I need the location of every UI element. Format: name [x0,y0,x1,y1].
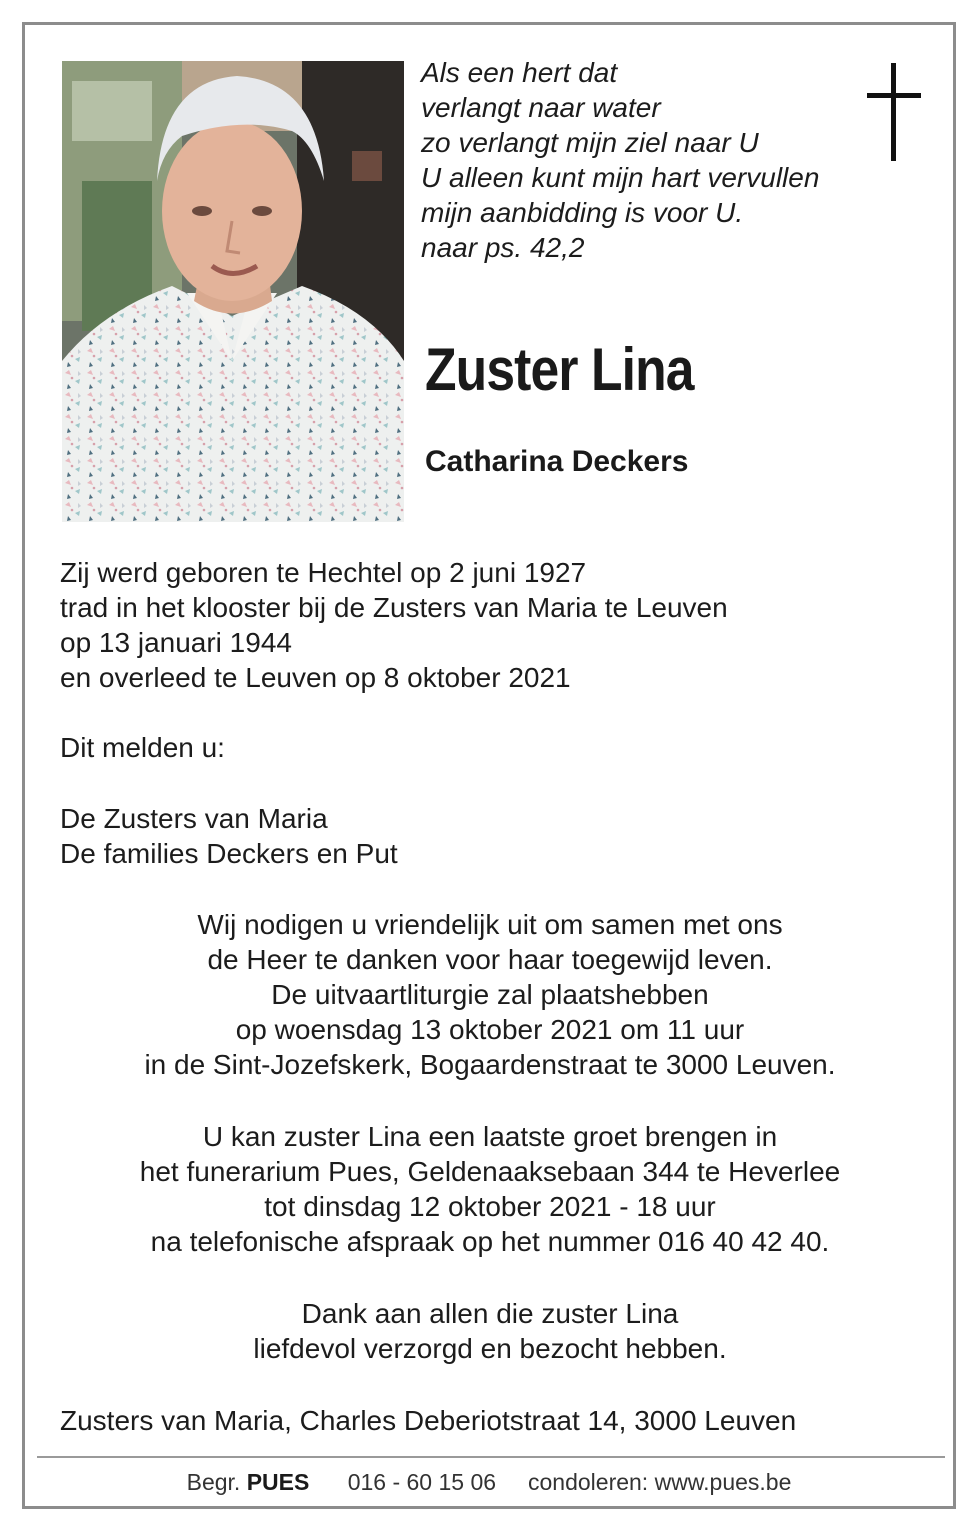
thanks-message [45,1296,935,1366]
civil-name: Catharina Deckers [425,445,689,478]
bio-line: trad in het klooster bij de Zusters van Maria te Leuven [60,592,728,623]
poem-line: zo verlangt mijn ziel naar U [421,127,759,158]
bio-line: en overleed te Leuven op 8 oktober 2021 [60,662,571,693]
announcement-intro: Dit melden u: [60,732,225,763]
obituary-card [22,22,956,1509]
liturgy-line: De uitvaartliturgie zal plaatshebben [271,979,709,1010]
congregation-address: Zusters van Maria, Charles Deberiotstraat 14, 3000 Leuven [60,1405,797,1436]
portrait-photo [62,61,404,522]
poem-line: U alleen kunt mijn hart vervullen [421,162,820,193]
bio-line: op 13 januari 1944 [60,627,292,658]
visitation-line: U kan zuster Lina een laatste groet brengen in [202,1121,778,1152]
visitation-line: tot dinsdag 12 oktober 2021 - 18 uur [264,1191,716,1222]
funeral-home-name: PUES [246,1469,310,1495]
thanks-line: Dank aan allen die zuster Lina [301,1298,679,1329]
condolence-link[interactable]: condoleren: www.pues.be [528,1469,792,1495]
sender-line: De families Deckers en Put [60,838,398,869]
sender-line: De Zusters van Maria [60,803,328,834]
bio-line: Zij werd geboren te Hechtel op 2 juni 1927 [60,557,587,588]
visitation-info [45,1119,935,1259]
funeral-home-phone: 016 - 60 15 06 [347,1469,497,1495]
poem-line: mijn aanbidding is voor U. [421,197,744,228]
liturgy-line: de Heer te danken voor haar toegewijd leven. [207,944,773,975]
visitation-line: na telefonische afspraak op het nummer 016 40 42 40. [150,1226,830,1257]
liturgy-invitation [45,907,935,1082]
liturgy-line: Wij nodigen u vriendelijk uit om samen met ons [197,909,783,940]
poem-line: Als een hert dat [421,57,618,88]
poem-line: verlangt naar water [421,92,661,123]
latin-cross-icon [865,63,925,161]
thanks-line: liefdevol verzorgd en bezocht hebben. [253,1333,727,1364]
funeral-home-footer [25,1467,953,1497]
poem-line: naar ps. 42,2 [421,232,585,263]
liturgy-line: in de Sint-Jozefskerk, Bogaardenstraat te 3000 Leuven. [144,1049,836,1080]
senders [60,801,920,871]
footer-divider [37,1456,945,1458]
religious-name: Zuster Lina [425,336,694,403]
visitation-line: het funerarium Pues, Geldenaaksebaan 344 te Heverlee [139,1156,841,1187]
biography [60,555,920,695]
liturgy-line: op woensdag 13 oktober 2021 om 11 uur [235,1014,745,1045]
psalm-poem [421,55,871,265]
footer-prefix: Begr. [186,1469,247,1495]
